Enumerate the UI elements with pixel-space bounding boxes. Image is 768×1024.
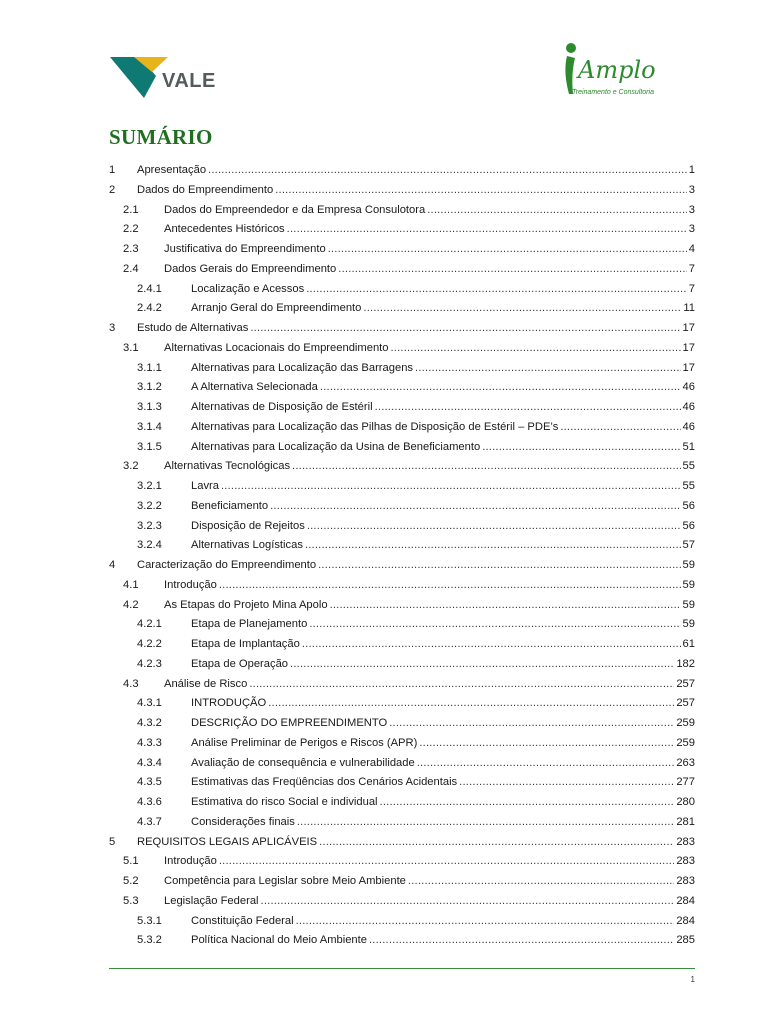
toc-entry-label: Estimativas das Freqüências dos Cenários Acidentais	[191, 776, 458, 789]
toc-entry-page: 56	[682, 519, 695, 532]
toc-entry-label: Localização e Acessos	[191, 282, 305, 295]
toc-entry[interactable]	[109, 773, 695, 793]
toc-entry-label: Apresentação	[137, 164, 207, 176]
toc-leader-dots	[459, 773, 674, 793]
toc-entry-number: 4.3.5	[137, 776, 162, 789]
toc-entry-page: 284	[676, 914, 695, 927]
toc-leader-dots	[419, 734, 674, 754]
toc-entry-page: 59	[682, 618, 695, 631]
toc-entry-number: 3.1.2	[137, 381, 162, 394]
toc-entry-number: 5.3	[123, 894, 139, 907]
toc-entry[interactable]	[109, 596, 695, 616]
toc-entry-page: 277	[676, 776, 695, 789]
toc-entry-page: 17	[682, 361, 695, 374]
toc-entry-label: DESCRIÇÃO DO EMPREENDIMENTO	[191, 717, 388, 729]
toc-entry-number: 3.1	[123, 341, 139, 354]
toc-entry-number: 4.3.3	[137, 736, 162, 749]
toc-leader-dots	[389, 714, 674, 734]
toc-entry[interactable]	[109, 438, 695, 458]
table-of-contents	[109, 161, 695, 951]
toc-entry-number: 4.3.4	[137, 756, 162, 769]
toc-entry-label: Estudo de Alternativas	[137, 322, 249, 334]
toc-entry[interactable]	[109, 299, 695, 319]
toc-entry[interactable]	[109, 754, 695, 774]
toc-entry-number: 3.1.1	[137, 361, 162, 374]
toc-entry-label: Etapa de Operação	[191, 657, 289, 670]
toc-entry-label: Caracterização do Empreendimento	[137, 559, 317, 571]
toc-leader-dots	[319, 833, 674, 853]
page-number: 1	[690, 975, 695, 984]
toc-leader-dots	[221, 477, 681, 497]
amplo-logo-text: Amplo	[578, 56, 656, 84]
toc-entry-page: 57	[682, 539, 695, 552]
toc-entry-label: Política Nacional do Meio Ambiente	[191, 934, 367, 947]
toc-entry-page: 263	[676, 756, 695, 769]
toc-entry-number: 3.2	[123, 460, 139, 473]
toc-entry-page: 285	[676, 934, 695, 947]
toc-entry-number: 3.2.4	[137, 539, 162, 552]
toc-leader-dots	[338, 260, 687, 280]
toc-entry-number: 3	[109, 322, 116, 334]
toc-entry[interactable]	[109, 497, 695, 517]
toc-entry-label: Alternativas para Localização das Pilhas de Disposição de Estéril – PDE’s	[191, 420, 559, 433]
toc-entry[interactable]	[109, 339, 695, 359]
toc-entry[interactable]	[109, 734, 695, 754]
toc-entry[interactable]	[109, 872, 695, 892]
toc-entry-page: 283	[676, 875, 695, 887]
toc-leader-dots	[305, 536, 681, 556]
toc-entry[interactable]	[109, 280, 695, 300]
toc-entry-page: 280	[676, 796, 695, 808]
toc-entry[interactable]	[109, 378, 695, 398]
toc-entry[interactable]	[109, 833, 695, 853]
toc-leader-dots	[208, 161, 687, 181]
toc-entry-label: Dados Gerais do Empreendimento	[164, 262, 337, 275]
toc-leader-dots	[375, 398, 681, 418]
page-title: SUMÁRIO	[109, 125, 213, 149]
toc-entry-label: Arranjo Geral do Empreendimento	[191, 302, 362, 315]
toc-entry-label: Estimativa do risco Social e individual	[191, 796, 378, 808]
toc-entry-page: 11	[683, 302, 695, 315]
toc-entry[interactable]	[109, 892, 695, 912]
toc-entry-label: Justificativa do Empreendimento	[164, 243, 326, 255]
toc-entry-label: Beneficiamento	[191, 499, 269, 512]
toc-entry-label: Considerações finais	[191, 815, 295, 828]
toc-entry-label: Alternativas Locacionais do Empreendimento	[164, 341, 389, 354]
toc-leader-dots	[290, 655, 674, 675]
toc-entry-label: Alternativas Logísticas	[191, 539, 303, 552]
toc-leader-dots	[482, 438, 680, 458]
toc-entry[interactable]	[109, 536, 695, 556]
toc-entry-label: Legislação Federal	[164, 894, 259, 907]
toc-entry-number: 1	[109, 164, 116, 176]
toc-entry-label: Constituição Federal	[191, 914, 294, 927]
toc-entry-page: 55	[682, 480, 695, 492]
toc-entry-page: 46	[682, 381, 695, 394]
toc-entry-number: 5.2	[123, 875, 139, 887]
toc-entry-page: 257	[676, 697, 695, 710]
toc-entry-number: 5.3.1	[137, 914, 162, 927]
toc-entry[interactable]	[109, 714, 695, 734]
toc-leader-dots	[268, 694, 674, 714]
toc-leader-dots	[270, 497, 680, 517]
toc-entry-page: 3	[688, 223, 695, 236]
toc-entry-label: Lavra	[191, 480, 219, 492]
toc-entry-page: 284	[676, 894, 695, 907]
toc-entry-page: 61	[682, 638, 695, 650]
toc-entry-number: 3.1.5	[137, 440, 162, 453]
toc-entry-number: 2.4.2	[137, 302, 162, 315]
toc-entry[interactable]	[109, 615, 695, 635]
toc-entry-number: 5.3.2	[137, 934, 162, 947]
toc-entry-page: 7	[688, 262, 695, 275]
toc-entry-number: 2	[109, 183, 116, 196]
toc-leader-dots	[560, 418, 680, 438]
toc-entry-label: Análise Preliminar de Perigos e Riscos (APR)	[191, 736, 418, 749]
toc-leader-dots	[417, 754, 675, 774]
toc-entry[interactable]	[109, 655, 695, 675]
toc-leader-dots	[250, 319, 680, 339]
toc-entry-number: 4.3.2	[137, 717, 162, 729]
toc-entry-page: 3	[688, 203, 695, 216]
toc-entry-number: 2.1	[123, 203, 139, 216]
toc-entry-number: 3.1.4	[137, 420, 162, 433]
toc-entry-page: 4	[688, 243, 695, 255]
toc-entry-page: 59	[682, 559, 695, 571]
toc-entry-number: 3.2.2	[137, 499, 162, 512]
toc-entry-number: 4.3.1	[137, 697, 162, 710]
toc-entry-number: 3.1.3	[137, 401, 162, 413]
toc-entry[interactable]	[109, 635, 695, 655]
vale-logo-text: VALE	[162, 70, 216, 92]
toc-entry-page: 46	[682, 420, 695, 433]
toc-leader-dots	[292, 457, 681, 477]
toc-leader-dots	[318, 556, 680, 576]
toc-entry[interactable]	[109, 260, 695, 280]
toc-leader-dots	[380, 793, 675, 813]
toc-entry[interactable]	[109, 813, 695, 833]
toc-entry-label: REQUISITOS LEGAIS APLICÁVEIS	[137, 835, 318, 848]
amplo-tagline: Treinamento e Consultoria	[572, 89, 654, 96]
toc-entry-page: 17	[682, 322, 695, 334]
toc-entry-number: 4.1	[123, 578, 139, 591]
toc-leader-dots	[297, 813, 674, 833]
toc-entry-label: Etapa de Implantação	[191, 638, 300, 650]
toc-entry-label: Avaliação de consequência e vulnerabilidade	[191, 756, 415, 769]
toc-leader-dots	[363, 299, 681, 319]
toc-leader-dots	[306, 280, 687, 300]
toc-entry-number: 4.2.2	[137, 638, 162, 650]
toc-entry[interactable]	[109, 457, 695, 477]
toc-leader-dots	[408, 872, 674, 892]
toc-entry-label: Alternativas Tecnológicas	[164, 460, 291, 473]
toc-entry-page: 59	[682, 578, 695, 591]
toc-entry-label: Dados do Empreendimento	[137, 183, 274, 196]
toc-leader-dots	[307, 517, 681, 537]
toc-entry[interactable]	[109, 359, 695, 379]
toc-entry[interactable]	[109, 675, 695, 695]
toc-entry-label: Alternativas para Localização da Usina de Beneficiamento	[191, 440, 481, 453]
toc-entry[interactable]	[109, 517, 695, 537]
toc-entry-number: 5	[109, 835, 116, 848]
toc-entry-page: 257	[676, 677, 695, 690]
toc-entry-number: 4.2.1	[137, 618, 162, 631]
toc-entry[interactable]	[109, 220, 695, 240]
toc-leader-dots	[309, 615, 680, 635]
toc-entry[interactable]	[109, 576, 695, 596]
toc-entry-label: Antecedentes Históricos	[164, 223, 285, 236]
toc-entry-label: Introdução	[164, 578, 217, 591]
toc-entry-label: A Alternativa Selecionada	[191, 381, 318, 394]
toc-entry-number: 4.3.7	[137, 815, 162, 828]
toc-entry-number: 2.2	[123, 223, 139, 236]
toc-entry-number: 4.2	[123, 598, 139, 611]
toc-entry-label: Disposição de Rejeitos	[191, 519, 305, 532]
toc-entry[interactable]	[109, 240, 695, 260]
toc-entry-number: 4	[109, 559, 116, 571]
toc-entry[interactable]	[109, 556, 695, 576]
toc-entry-number: 3.2.3	[137, 519, 162, 532]
toc-entry-page: 281	[676, 815, 695, 828]
toc-leader-dots	[415, 359, 681, 379]
toc-entry-number: 2.4	[123, 262, 139, 275]
toc-leader-dots	[249, 675, 674, 695]
toc-leader-dots	[320, 378, 681, 398]
toc-leader-dots	[219, 852, 674, 872]
toc-entry[interactable]	[109, 319, 695, 339]
toc-entry[interactable]	[109, 418, 695, 438]
toc-entry-page: 1	[688, 164, 695, 176]
toc-entry-page: 59	[682, 598, 695, 611]
toc-entry-number: 2.3	[123, 243, 139, 255]
toc-leader-dots	[275, 181, 687, 201]
toc-entry-number: 4.2.3	[137, 657, 162, 670]
toc-entry[interactable]	[109, 201, 695, 221]
toc-entry-number: 5.1	[123, 855, 139, 868]
toc-leader-dots	[391, 339, 681, 359]
toc-entry-page: 3	[688, 183, 695, 196]
toc-entry-label: Alternativas para Localização das Barragens	[191, 361, 414, 374]
toc-entry[interactable]	[109, 477, 695, 497]
toc-leader-dots	[330, 596, 681, 616]
toc-entry-page: 259	[676, 717, 695, 729]
toc-entry[interactable]	[109, 912, 695, 932]
toc-entry-number: 4.3	[123, 677, 139, 690]
toc-entry[interactable]	[109, 398, 695, 418]
toc-entry-label: Competência para Legislar sobre Meio Ambiente	[164, 875, 406, 887]
toc-leader-dots	[369, 931, 674, 951]
toc-entry[interactable]	[109, 793, 695, 813]
toc-entry-page: 55	[682, 460, 695, 473]
toc-entry-page: 182	[676, 657, 695, 670]
toc-leader-dots	[328, 240, 687, 260]
toc-entry-page: 283	[676, 855, 695, 868]
toc-entry-number: 4.3.6	[137, 796, 162, 808]
toc-entry-label: Análise de Risco	[164, 677, 248, 690]
toc-entry-page: 17	[682, 341, 695, 354]
toc-entry-number: 2.4.1	[137, 282, 162, 295]
toc-entry[interactable]	[109, 852, 695, 872]
toc-entry[interactable]	[109, 931, 695, 951]
toc-entry-label: Dados do Empreendedor e da Empresa Consulotora	[164, 203, 426, 216]
toc-leader-dots	[261, 892, 675, 912]
toc-entry[interactable]	[109, 181, 695, 201]
toc-entry-page: 259	[676, 736, 695, 749]
toc-leader-dots	[427, 201, 687, 221]
toc-entry-page: 51	[682, 440, 695, 453]
toc-entry-label: Etapa de Planejamento	[191, 618, 308, 631]
toc-entry-label: Introdução	[164, 855, 217, 868]
toc-entry-page: 7	[688, 282, 695, 295]
toc-leader-dots	[219, 576, 681, 596]
toc-entry-page: 46	[682, 401, 695, 413]
toc-entry-page: 283	[676, 835, 695, 848]
toc-entry-label: As Etapas do Projeto Mina Apolo	[164, 598, 328, 611]
toc-entry-label: INTRODUÇÃO	[191, 697, 267, 710]
toc-entry[interactable]	[109, 694, 695, 714]
toc-entry[interactable]	[109, 161, 695, 181]
toc-leader-dots	[302, 635, 681, 655]
toc-entry-number: 3.2.1	[137, 480, 162, 492]
footer-divider	[109, 968, 695, 969]
toc-entry-label: Alternativas de Disposição de Estéril	[191, 401, 373, 413]
toc-leader-dots	[287, 220, 687, 240]
toc-entry-page: 56	[682, 499, 695, 512]
toc-leader-dots	[296, 912, 675, 932]
